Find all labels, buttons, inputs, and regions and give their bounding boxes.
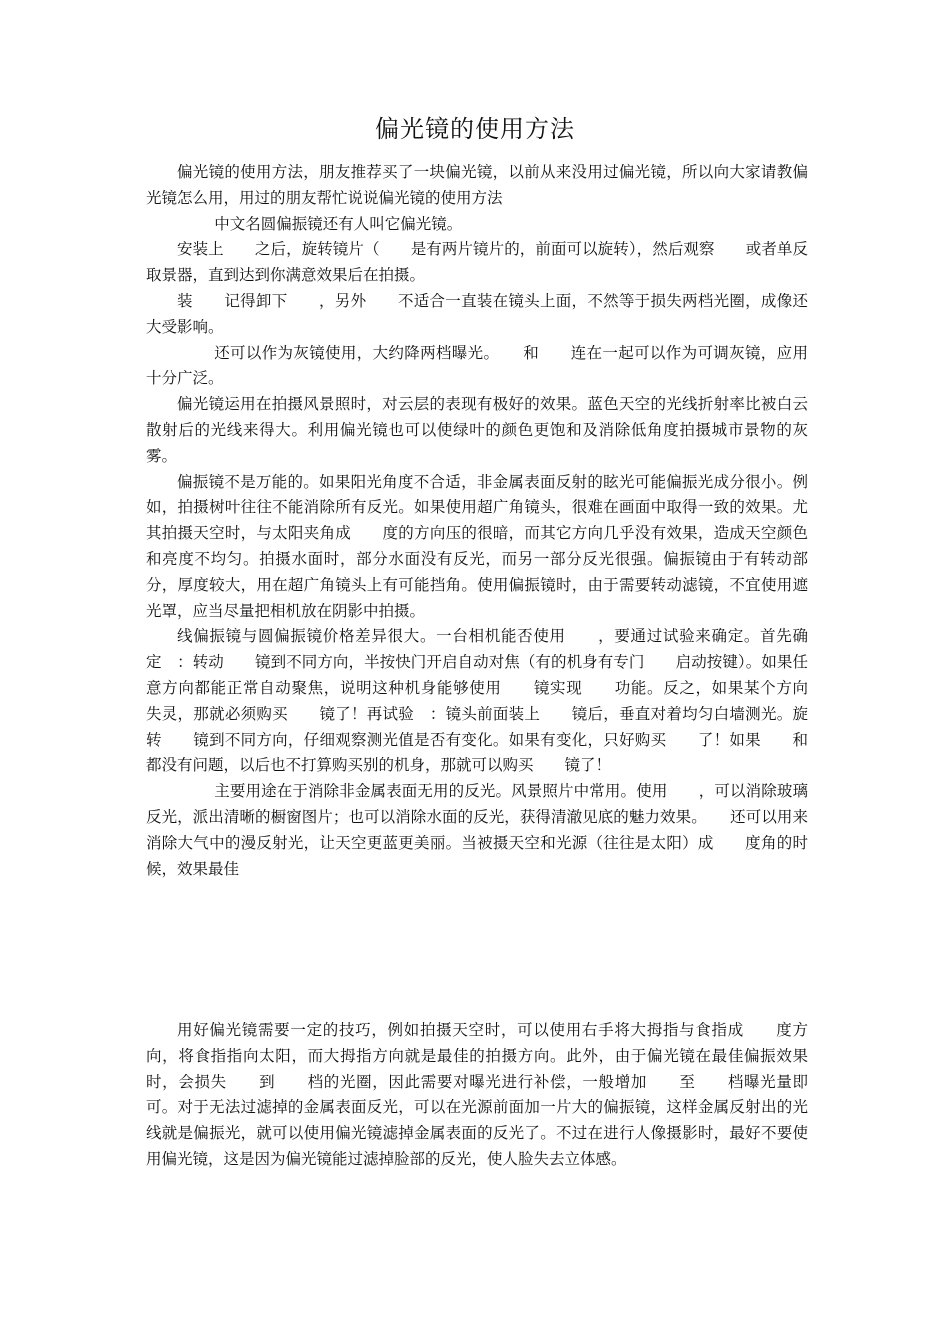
paragraph-main-use: 主要用途在于消除非金属表面无用的反光。风景照片中常用。使用 ，可以消除玻璃反光，派出清晰的橱窗图片；也可以消除水面的反光，获得清澈见底的魅力效果。 还可以用来消除大气中的漫反射光，让天空更蓝更美丽。当被摄天空和光源（往往是太阳）成 度角的时候，效果最佳 xyxy=(146,782,808,878)
paragraph-limitations: 偏振镜不是万能的。如果阳光角度不合适，非金属表面反射的眩光可能偏振光成分很小。例如，拍摄树叶往往不能消除所有反光。如果使用超广角镜头，很难在画面中取得一致的效果。尤其拍摄天空时，与太阳夹角成 度的方向压的很暗，而其它方向几乎没有效果，造成天空颜色和亮度不均匀。拍摄水面时，部分水面没有反光，而另一部分反光很强。偏振镜由于有转动部分，厚度较大，用在超广角镜头上有可能挡角。使用偏振镜时，由于需要转动滤镜，不宜使用遮光罩，应当尽量把相机放在阴影中拍摄。 xyxy=(146,472,808,620)
paragraph-install: 安装上 之后，旋转镜片（ 是有两片镜片的，前面可以旋转），然后观察 或者单反取景器，直到达到你满意效果后在拍摄。 xyxy=(146,240,808,285)
paragraph-gray-filter: 还可以作为灰镜使用，大约降两档曝光。 和 连在一起可以作为可调灰镜，应用十分广泛。 xyxy=(146,343,808,388)
paragraph-technique: 用好偏光镜需要一定的技巧，例如拍摄天空时，可以使用右手将大拇指与食指成 度方向，将食指指向太阳，而大拇指方向就是最佳的拍摄方向。此外，由于偏光镜在最佳偏振效果时，会损失 到 档的光圈，因此需要对曝光进行补偿，一般增加 至 档曝光量即可。对于无法过滤掉的金属表面反光，可以在光源前面加一片大的偏振镜，这样金属反射出的光线就是偏振光，就可以使用偏光镜滤掉金属表面的反光了。不过在进行人像摄影时，最好不要使用偏光镜，这是因为偏光镜能过滤掉脸部的反光，使人脸失去立体感。 xyxy=(146,1021,808,1168)
paragraph-landscape: 偏光镜运用在拍摄风景照时，对云层的表现有极好的效果。蓝色天空的光线折射率比被白云散射后的光线来得大。利用偏光镜也可以使绿叶的颜色更饱和及消除低角度拍摄城市景物的灰雾。 xyxy=(146,395,808,465)
paragraph-remove: 装 记得卸下 ，另外 不适合一直装在镜头上面，不然等于损失两档光圈，成像还大受影响。 xyxy=(146,291,808,336)
document-body xyxy=(146,160,840,882)
document-title: 偏光镜的使用方法 xyxy=(375,115,575,143)
paragraph-intro: 偏光镜的使用方法，朋友推荐买了一块偏光镜，以前从来没用过偏光镜，所以向大家请教偏光镜怎么用，用过的朋友帮忙说说偏光镜的使用方法 xyxy=(146,163,808,207)
document-body-continued xyxy=(146,1018,808,1173)
paragraph-name: 中文名圆偏振镜还有人叫它偏光镜。 xyxy=(214,214,463,233)
paragraph-linear-vs-circular: 线偏振镜与圆偏振镜价格差异很大。一台相机能否使用 ，要通过试验来确定。首先确定 ：转动 镜到不同方向，半按快门开启自动对焦（有的机身有专门 启动按键）。如果任意方向都能正常自动聚焦，说明这种机身能够使用 镜实现 功能。反之，如果某个方向 失灵，那就必须购买 镜了！再试验 ：镜头前面装上 镜后，垂直对着均匀白墙测光。旋转 镜到不同方向，仔细观察测光值是否有变化。如果有变化，只好购买 了！如果 和 都没有问题，以后也不打算购买别的机身，那就可以购买 镜了！ xyxy=(146,627,840,775)
